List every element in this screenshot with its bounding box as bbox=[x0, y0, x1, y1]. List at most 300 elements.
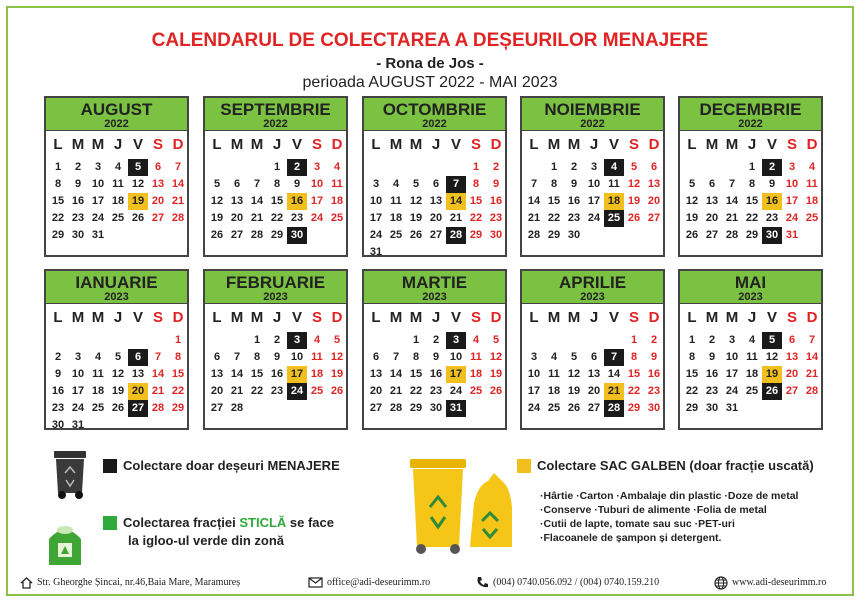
day-cell: 24 bbox=[369, 229, 383, 241]
day-cell: 4 bbox=[808, 161, 816, 173]
day-cell: 18 bbox=[310, 368, 324, 380]
empty-cell bbox=[604, 332, 624, 349]
day-cell: 14 bbox=[151, 368, 165, 380]
day-cell: 16 bbox=[567, 195, 581, 207]
days-grid bbox=[48, 159, 188, 244]
empty-cell bbox=[108, 332, 128, 349]
green-legend-swatch bbox=[103, 516, 117, 530]
day-cell: 28 bbox=[389, 402, 403, 414]
day-cell: 9 bbox=[74, 178, 82, 190]
weekday-label: L bbox=[529, 309, 539, 326]
day-cell: 26 bbox=[567, 402, 581, 414]
day-cell: 21 bbox=[171, 195, 185, 207]
day-cell: 21 bbox=[250, 212, 264, 224]
day-cell: 17 bbox=[785, 195, 799, 207]
month-name: MARTIE bbox=[401, 273, 468, 292]
day-cell: 31 bbox=[369, 246, 383, 258]
day-cell: 21 bbox=[527, 212, 541, 224]
day-cell: 1 bbox=[174, 334, 182, 346]
day-cell: 17 bbox=[725, 368, 739, 380]
day-cell: 24 bbox=[785, 212, 799, 224]
empty-cell bbox=[544, 332, 564, 349]
weekday-label: S bbox=[628, 309, 639, 326]
day-cell: 21 bbox=[604, 383, 624, 400]
day-cell: 28 bbox=[604, 400, 624, 417]
day-cell: 31 bbox=[446, 400, 466, 417]
month-calendar bbox=[520, 96, 665, 257]
empty-cell bbox=[207, 159, 227, 176]
empty-cell bbox=[584, 332, 604, 349]
empty-cell bbox=[227, 159, 247, 176]
day-cell: 24 bbox=[587, 212, 601, 224]
day-cell: 7 bbox=[530, 178, 538, 190]
day-cell: 27 bbox=[151, 212, 165, 224]
day-cell: 12 bbox=[111, 368, 125, 380]
month-year: 2023 bbox=[422, 291, 447, 303]
day-cell: 6 bbox=[432, 178, 440, 190]
day-cell: 22 bbox=[547, 212, 561, 224]
day-cell: 24 bbox=[527, 402, 541, 414]
day-cell: 25 bbox=[745, 385, 759, 397]
month-header bbox=[680, 98, 821, 131]
day-cell: 21 bbox=[389, 385, 403, 397]
footer-email[interactable]: office@adi-deseurimm.ro bbox=[308, 574, 430, 592]
month-year: 2023 bbox=[580, 291, 605, 303]
day-cell: 12 bbox=[627, 178, 641, 190]
day-cell: 11 bbox=[92, 368, 104, 380]
empty-cell bbox=[682, 159, 702, 176]
day-cell: 23 bbox=[270, 385, 284, 397]
day-cell: 28 bbox=[171, 212, 185, 224]
day-cell: 10 bbox=[587, 178, 601, 190]
weekday-label: S bbox=[470, 136, 481, 153]
day-cell: 5 bbox=[333, 334, 341, 346]
day-cell: 19 bbox=[567, 385, 581, 397]
day-cell: 26 bbox=[489, 385, 503, 397]
day-cell: 15 bbox=[270, 195, 284, 207]
weekday-label: D bbox=[331, 309, 343, 326]
page-title: CALENDARUL DE COLECTAREA A DEȘEURILOR MENAJERE bbox=[151, 30, 709, 51]
day-cell: 11 bbox=[390, 195, 402, 207]
month-calendar bbox=[44, 96, 189, 257]
weekday-label: J bbox=[747, 136, 757, 153]
day-cell: 12 bbox=[131, 178, 145, 190]
weekday-label: J bbox=[113, 136, 123, 153]
day-cell: 3 bbox=[372, 178, 380, 190]
day-cell: 14 bbox=[805, 351, 819, 363]
day-cell: 7 bbox=[446, 176, 466, 193]
day-cell: 7 bbox=[174, 161, 182, 173]
days-grid bbox=[524, 332, 664, 417]
day-cell: 12 bbox=[330, 351, 344, 363]
weekday-label: D bbox=[648, 309, 660, 326]
day-cell: 3 bbox=[590, 161, 598, 173]
day-cell: 20 bbox=[587, 385, 601, 397]
day-cell: 29 bbox=[171, 402, 185, 414]
empty-cell bbox=[386, 159, 406, 176]
day-cell: 2 bbox=[708, 334, 716, 346]
weekday-label: M bbox=[230, 136, 244, 153]
day-cell: 13 bbox=[429, 195, 443, 207]
weekday-label: L bbox=[53, 136, 63, 153]
day-cell: 9 bbox=[293, 178, 301, 190]
day-cell: 30 bbox=[287, 227, 307, 244]
day-cell: 27 bbox=[587, 402, 601, 414]
day-cell: 14 bbox=[230, 368, 244, 380]
weekday-label: J bbox=[113, 309, 123, 326]
empty-cell bbox=[446, 159, 466, 176]
month-calendar bbox=[44, 269, 189, 430]
day-cell: 28 bbox=[250, 229, 264, 241]
day-cell: 5 bbox=[630, 161, 638, 173]
day-cell: 31 bbox=[785, 229, 799, 241]
weekday-label: S bbox=[470, 309, 481, 326]
day-cell: 30 bbox=[705, 402, 719, 414]
weekday-label: V bbox=[608, 136, 619, 153]
day-cell: 27 bbox=[705, 229, 719, 241]
day-cell: 5 bbox=[570, 351, 578, 363]
day-cell: 20 bbox=[151, 195, 165, 207]
day-cell: 29 bbox=[51, 229, 65, 241]
day-cell: 17 bbox=[71, 385, 85, 397]
day-cell: 3 bbox=[313, 161, 321, 173]
weekday-label: L bbox=[529, 136, 539, 153]
day-cell: 6 bbox=[590, 351, 598, 363]
day-cell: 30 bbox=[567, 229, 581, 241]
day-cell: 20 bbox=[705, 212, 719, 224]
day-cell: 20 bbox=[785, 368, 799, 380]
weekday-label: J bbox=[747, 309, 757, 326]
weekday-row bbox=[524, 136, 664, 153]
page-subtitle: - Rona de Jos - bbox=[376, 55, 484, 72]
day-cell: 17 bbox=[369, 212, 383, 224]
day-cell: 2 bbox=[287, 159, 307, 176]
weekday-label: S bbox=[311, 309, 322, 326]
day-cell: 5 bbox=[762, 332, 782, 349]
day-cell: 27 bbox=[128, 400, 148, 417]
legend-sticla-line2: la igloo-ul verde din zonă bbox=[128, 533, 285, 548]
weekday-label: V bbox=[608, 309, 619, 326]
day-cell: 26 bbox=[762, 383, 782, 400]
day-cell: 1 bbox=[630, 334, 638, 346]
day-cell: 4 bbox=[94, 351, 102, 363]
footer-address: Str. Gheorghe Șincai, nr.46,Baia Mare, Maramureș bbox=[20, 574, 240, 592]
weekday-label: S bbox=[786, 309, 797, 326]
day-cell: 22 bbox=[685, 385, 699, 397]
weekday-label: L bbox=[371, 309, 381, 326]
weekday-label: M bbox=[547, 136, 561, 153]
day-cell: 21 bbox=[151, 385, 165, 397]
empty-cell bbox=[247, 159, 267, 176]
empty-cell bbox=[426, 159, 446, 176]
weekday-label: M bbox=[71, 136, 85, 153]
day-cell: 2 bbox=[54, 351, 62, 363]
weekday-label: S bbox=[786, 136, 797, 153]
day-cell: 19 bbox=[128, 193, 148, 210]
day-cell: 8 bbox=[174, 351, 182, 363]
weekday-label: L bbox=[371, 136, 381, 153]
day-cell: 1 bbox=[748, 161, 756, 173]
weekday-label: V bbox=[291, 136, 302, 153]
day-cell: 27 bbox=[429, 229, 443, 241]
list-item: ·Hârtie ·Carton ·Ambalaje din plastic ·Doze de metal bbox=[540, 490, 799, 502]
weekday-label: V bbox=[450, 136, 461, 153]
day-cell: 8 bbox=[630, 351, 638, 363]
day-cell: 22 bbox=[627, 385, 641, 397]
day-cell: 24 bbox=[91, 212, 105, 224]
day-cell: 30 bbox=[71, 229, 85, 241]
weekday-label: S bbox=[311, 136, 322, 153]
day-cell: 8 bbox=[688, 351, 696, 363]
month-name: OCTOMBRIE bbox=[382, 100, 487, 119]
day-cell: 15 bbox=[171, 368, 185, 380]
weekday-label: M bbox=[725, 136, 739, 153]
day-cell: 24 bbox=[310, 212, 324, 224]
empty-cell bbox=[366, 159, 386, 176]
day-cell: 17 bbox=[310, 195, 324, 207]
day-cell: 15 bbox=[685, 368, 699, 380]
day-cell: 4 bbox=[392, 178, 400, 190]
day-cell: 23 bbox=[647, 385, 661, 397]
day-cell: 17 bbox=[527, 385, 541, 397]
empty-cell bbox=[48, 332, 68, 349]
days-grid bbox=[207, 332, 347, 417]
day-cell: 16 bbox=[287, 193, 307, 210]
day-cell: 26 bbox=[330, 385, 344, 397]
day-cell: 3 bbox=[94, 161, 102, 173]
month-header bbox=[205, 271, 346, 304]
weekday-label: L bbox=[687, 309, 697, 326]
day-cell: 8 bbox=[253, 351, 261, 363]
month-name: NOIEMBRIE bbox=[544, 100, 641, 119]
day-cell: 5 bbox=[114, 351, 122, 363]
legend-sac-galben: Colectare SAC GALBEN (doar fracție uscată) bbox=[537, 458, 814, 473]
day-cell: 11 bbox=[746, 351, 758, 363]
day-cell: 2 bbox=[492, 161, 500, 173]
home-icon bbox=[20, 577, 33, 589]
day-cell: 23 bbox=[429, 385, 443, 397]
day-cell: 4 bbox=[313, 334, 321, 346]
day-cell: 13 bbox=[230, 195, 244, 207]
days-grid bbox=[48, 332, 188, 434]
day-cell: 29 bbox=[547, 229, 561, 241]
day-cell: 6 bbox=[788, 334, 796, 346]
day-cell: 22 bbox=[250, 385, 264, 397]
list-item: ·Conserve ·Tuburi de alimente ·Folia de metal bbox=[540, 504, 767, 516]
day-cell: 30 bbox=[489, 229, 503, 241]
weekday-row bbox=[48, 309, 188, 326]
month-calendar bbox=[678, 96, 823, 257]
day-cell: 20 bbox=[369, 385, 383, 397]
day-cell: 17 bbox=[587, 195, 601, 207]
day-cell: 7 bbox=[392, 351, 400, 363]
footer-website[interactable]: www.adi-deseurimm.ro bbox=[714, 574, 826, 592]
day-cell: 1 bbox=[688, 334, 696, 346]
day-cell: 1 bbox=[472, 161, 480, 173]
day-cell: 20 bbox=[647, 195, 661, 207]
weekday-label: V bbox=[132, 309, 143, 326]
weekday-label: D bbox=[806, 136, 818, 153]
day-cell: 8 bbox=[550, 178, 558, 190]
day-cell: 14 bbox=[389, 368, 403, 380]
day-cell: 26 bbox=[685, 229, 699, 241]
day-cell: 6 bbox=[372, 351, 380, 363]
empty-cell bbox=[148, 332, 168, 349]
weekday-label: J bbox=[272, 309, 282, 326]
day-cell: 20 bbox=[128, 383, 148, 400]
day-cell: 5 bbox=[492, 334, 500, 346]
day-cell: 23 bbox=[71, 212, 85, 224]
empty-cell bbox=[366, 332, 386, 349]
day-cell: 28 bbox=[725, 229, 739, 241]
day-cell: 10 bbox=[725, 351, 739, 363]
day-cell: 25 bbox=[111, 212, 125, 224]
day-cell: 12 bbox=[685, 195, 699, 207]
weekday-label: J bbox=[589, 309, 599, 326]
weekday-label: M bbox=[567, 309, 581, 326]
day-cell: 27 bbox=[369, 402, 383, 414]
weekday-label: M bbox=[230, 309, 244, 326]
list-item: ·Flacoanele de șampon și detergent. bbox=[540, 532, 722, 544]
weekday-row bbox=[524, 309, 664, 326]
weekday-row bbox=[48, 136, 188, 153]
day-cell: 13 bbox=[705, 195, 719, 207]
day-cell: 11 bbox=[112, 178, 124, 190]
footer-phone[interactable]: (004) 0740.056.092 / (004) 0740.159.210 bbox=[476, 574, 659, 592]
day-cell: 6 bbox=[154, 161, 162, 173]
weekday-label: M bbox=[409, 136, 423, 153]
month-name: APRILIE bbox=[558, 273, 627, 292]
day-cell: 8 bbox=[54, 178, 62, 190]
day-cell: 29 bbox=[627, 402, 641, 414]
day-cell: 19 bbox=[111, 385, 125, 397]
day-cell: 27 bbox=[785, 385, 799, 397]
day-cell: 19 bbox=[762, 366, 782, 383]
day-cell: 2 bbox=[762, 159, 782, 176]
day-cell: 14 bbox=[250, 195, 264, 207]
day-cell: 16 bbox=[51, 385, 65, 397]
day-cell: 2 bbox=[570, 161, 578, 173]
day-cell: 14 bbox=[527, 195, 541, 207]
day-cell: 24 bbox=[287, 383, 307, 400]
day-cell: 10 bbox=[449, 351, 463, 363]
weekday-row bbox=[366, 309, 506, 326]
day-cell: 28 bbox=[230, 402, 244, 414]
month-year: 2023 bbox=[104, 291, 129, 303]
weekday-label: M bbox=[250, 136, 264, 153]
empty-cell bbox=[386, 332, 406, 349]
day-cell: 12 bbox=[765, 351, 779, 363]
day-cell: 15 bbox=[547, 195, 561, 207]
weekday-label: J bbox=[589, 136, 599, 153]
day-cell: 28 bbox=[805, 385, 819, 397]
day-cell: 22 bbox=[51, 212, 65, 224]
weekday-label: M bbox=[91, 309, 105, 326]
day-cell: 9 bbox=[492, 178, 500, 190]
day-cell: 19 bbox=[627, 195, 641, 207]
day-cell: 16 bbox=[762, 193, 782, 210]
month-header bbox=[46, 98, 187, 131]
days-grid bbox=[366, 159, 506, 261]
month-calendar bbox=[362, 269, 507, 430]
days-grid bbox=[682, 159, 822, 244]
day-cell: 10 bbox=[310, 178, 324, 190]
day-cell: 3 bbox=[74, 351, 82, 363]
month-name: SEPTEMBRIE bbox=[220, 100, 331, 119]
weekday-row bbox=[207, 136, 347, 153]
day-cell: 3 bbox=[446, 332, 466, 349]
weekday-label: V bbox=[291, 309, 302, 326]
day-cell: 27 bbox=[210, 402, 224, 414]
day-cell: 25 bbox=[389, 229, 403, 241]
day-cell: 6 bbox=[650, 161, 658, 173]
day-cell: 22 bbox=[171, 385, 185, 397]
day-cell: 12 bbox=[489, 351, 503, 363]
weekday-label: D bbox=[648, 136, 660, 153]
weekday-label: M bbox=[389, 309, 403, 326]
day-cell: 5 bbox=[213, 178, 221, 190]
day-cell: 7 bbox=[253, 178, 261, 190]
month-header bbox=[522, 271, 663, 304]
day-cell: 13 bbox=[785, 351, 799, 363]
day-cell: 10 bbox=[527, 368, 541, 380]
day-cell: 6 bbox=[128, 349, 148, 366]
weekday-row bbox=[682, 136, 822, 153]
day-cell: 8 bbox=[412, 351, 420, 363]
globe-icon bbox=[714, 576, 728, 590]
empty-cell bbox=[722, 159, 742, 176]
day-cell: 10 bbox=[290, 351, 304, 363]
envelope-icon bbox=[308, 577, 323, 588]
day-cell: 3 bbox=[728, 334, 736, 346]
day-cell: 14 bbox=[725, 195, 739, 207]
day-cell: 25 bbox=[805, 212, 819, 224]
day-cell: 20 bbox=[429, 212, 443, 224]
empty-cell bbox=[564, 332, 584, 349]
day-cell: 25 bbox=[604, 210, 624, 227]
black-legend-swatch bbox=[103, 459, 117, 473]
empty-cell bbox=[128, 332, 148, 349]
day-cell: 30 bbox=[429, 402, 443, 414]
day-cell: 10 bbox=[785, 178, 799, 190]
day-cell: 17 bbox=[91, 195, 105, 207]
day-cell: 13 bbox=[131, 368, 145, 380]
day-cell: 6 bbox=[708, 178, 716, 190]
day-cell: 11 bbox=[548, 368, 560, 380]
day-cell: 1 bbox=[253, 334, 261, 346]
day-cell: 7 bbox=[233, 351, 241, 363]
black-bin-icon bbox=[52, 449, 88, 501]
day-cell: 22 bbox=[469, 212, 483, 224]
empty-cell bbox=[524, 159, 544, 176]
empty-cell bbox=[702, 159, 722, 176]
days-grid bbox=[524, 159, 664, 244]
day-cell: 4 bbox=[550, 351, 558, 363]
day-cell: 9 bbox=[273, 351, 281, 363]
day-cell: 23 bbox=[567, 212, 581, 224]
day-cell: 26 bbox=[409, 229, 423, 241]
day-cell: 10 bbox=[71, 368, 85, 380]
month-name: DECEMBRIE bbox=[699, 100, 802, 119]
month-year: 2023 bbox=[738, 291, 763, 303]
day-cell: 2 bbox=[273, 334, 281, 346]
day-cell: 18 bbox=[469, 368, 483, 380]
day-cell: 2 bbox=[650, 334, 658, 346]
day-cell: 9 bbox=[650, 351, 658, 363]
day-cell: 17 bbox=[287, 366, 307, 383]
day-cell: 15 bbox=[627, 368, 641, 380]
weekday-row bbox=[682, 309, 822, 326]
